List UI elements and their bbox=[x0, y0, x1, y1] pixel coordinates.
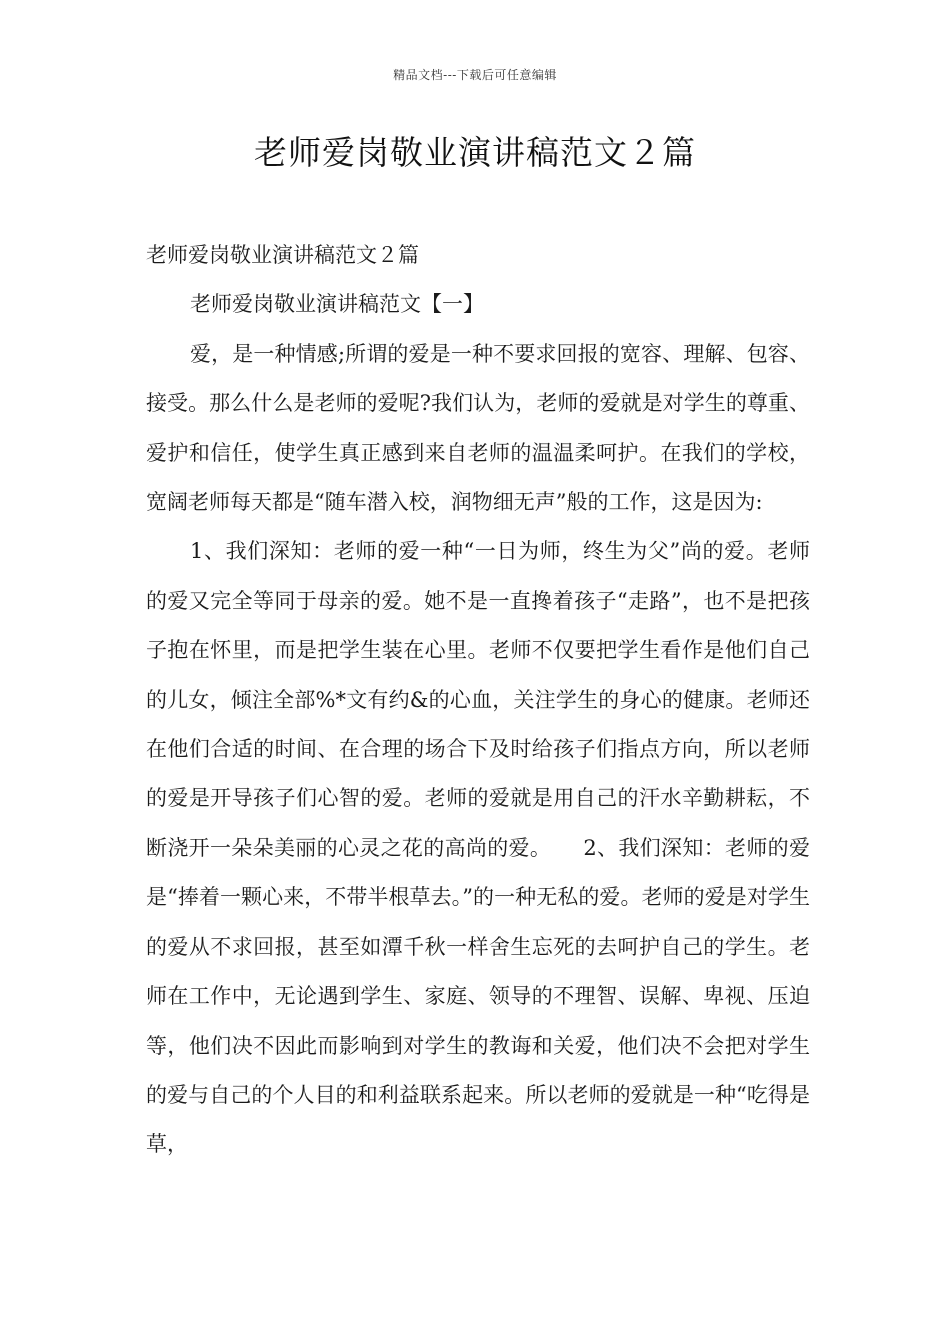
section-heading: 老师爱岗敬业演讲稿范文【一】 bbox=[190, 292, 484, 317]
document-title: 老师爱岗敬业演讲稿范文２篇 bbox=[254, 133, 696, 172]
document-subtitle: 老师爱岗敬业演讲稿范文２篇 bbox=[146, 243, 419, 267]
document-body bbox=[146, 231, 810, 1170]
paragraph: 爱，是一种情感;所谓的爱是一种不要求回报的宽容、理解、包容、接受。那么什么是老师的爱呢?我们认为，老师的爱就是对学生的尊重、爱护和信任，使学生真正感到来自老师的温温柔呵护。在我们的学校，宽阔老师每天都是“随车潜入校，润物细无声”般的工作，这是因为: bbox=[146, 341, 810, 515]
header-note: 精品文档---下载后可任意编辑 bbox=[393, 68, 557, 82]
paragraph: 1、我们深知：老师的爱一种“一日为师，终生为父”尚的爱。老师的爱又完全等同于母亲的爱。她不是一直搀着孩子“走路”，也不是把孩子抱在怀里，而是把学生装在心里。老师不仅要把学生看作是他们自己的儿女，倾注全部%*文有约&的心血，关注学生的身心的健康。老师还在他们合适的时间、在合理的场合下及时给孩子们指点方向，所以老师的爱是开导孩子们心智的爱。老师的爱就是用自己的汗水辛勤耕耘，不断浇开一朵朵美丽的心灵之花的高尚的爱。 2、我们深知：老师的爱是“捧着一颗心来，不带半根草去。”的一种无私的爱。老师的爱是对学生的爱从不求回报，甚至如潭千秋一样舍生忘死的去呵护自己的学生。老师在工作中，无论遇到学生、家庭、领导的不理智、误解、卑视、压迫等，他们决不因此而影响到对学生的教诲和关爱，他们决不会把对学生的爱与自己的个人目的和利益联系起来。所以老师的爱就是一种“吃得是草， bbox=[146, 539, 810, 1157]
